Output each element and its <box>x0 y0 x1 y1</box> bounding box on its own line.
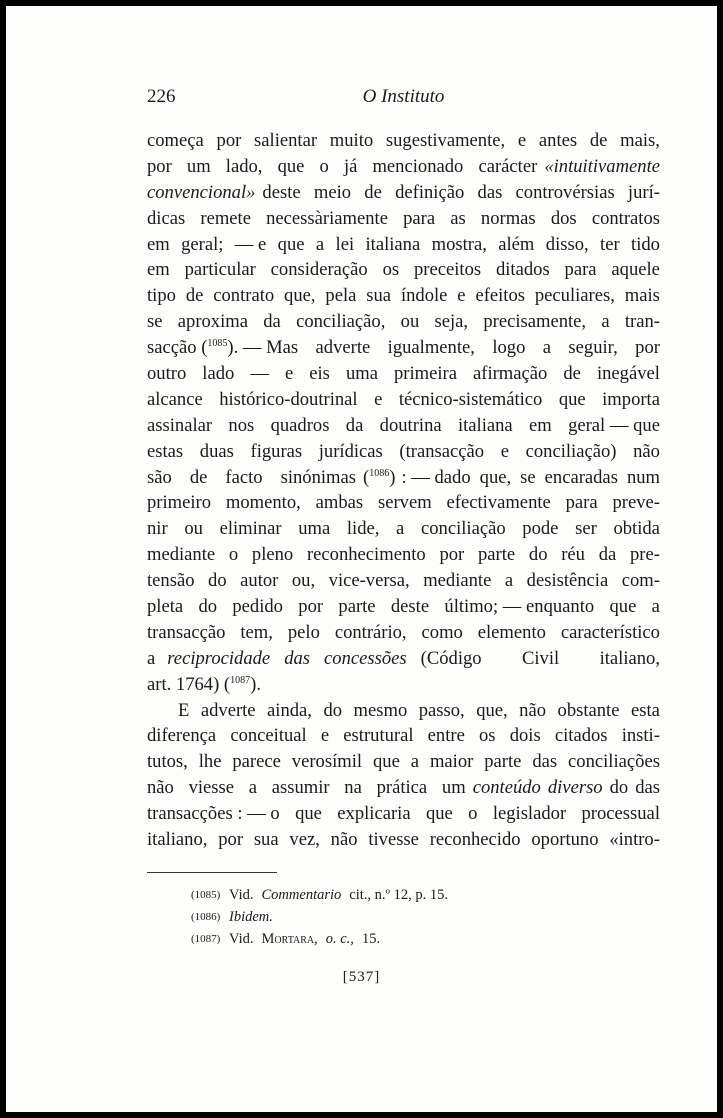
word: assinalar <box>147 414 213 436</box>
word: autor <box>240 570 279 592</box>
word: a <box>601 311 610 333</box>
text-line <box>147 335 660 361</box>
text-line <box>147 309 660 335</box>
word: insti- <box>621 725 660 747</box>
word: inegável <box>596 363 660 385</box>
word: conceitual <box>230 725 307 747</box>
word: ou <box>184 518 203 540</box>
word: não <box>330 829 358 851</box>
word: por <box>635 337 660 359</box>
word: conciliações <box>568 751 660 773</box>
word: lide, <box>346 518 380 540</box>
footnote-item: (1087) Vid. Mortara, o. c., 15. <box>191 928 448 950</box>
word: tutos, <box>147 751 188 773</box>
word: para <box>565 492 598 514</box>
word: de <box>563 363 581 385</box>
word: e <box>284 363 294 385</box>
word: conciliação, <box>296 311 386 333</box>
word: adverte <box>315 337 371 359</box>
text-line <box>147 542 660 568</box>
word: a <box>651 596 660 618</box>
word: quadros <box>270 414 330 436</box>
word: E <box>178 699 190 721</box>
word: pela <box>325 285 357 307</box>
word: não <box>633 440 660 462</box>
word: a <box>248 777 258 799</box>
footnote-ref[interactable]: 1085 <box>207 338 228 350</box>
word: como <box>421 621 463 643</box>
word: momento, <box>225 492 301 514</box>
word: vez, <box>289 829 320 851</box>
word: prática <box>376 777 428 799</box>
word: carácter <box>478 155 538 177</box>
word: aquele <box>611 259 660 281</box>
word: se <box>147 311 163 333</box>
text-line <box>147 594 660 620</box>
word: (transacção <box>399 440 485 462</box>
word: consideração <box>270 259 368 281</box>
word: estrutural <box>343 725 414 747</box>
word: pre- <box>630 544 660 566</box>
word: técnico-sistemático <box>398 388 543 410</box>
word: contrato <box>213 285 275 307</box>
word: mediante <box>147 544 216 566</box>
word: que, <box>284 285 316 307</box>
word: conciliação <box>420 518 506 540</box>
word: ainda, <box>267 699 312 721</box>
word: parte <box>484 751 522 773</box>
word: ambas <box>315 492 364 514</box>
word: maior <box>429 751 474 773</box>
word: dos <box>550 207 577 229</box>
word: de <box>364 181 382 203</box>
word: seja, <box>434 311 469 333</box>
word: italiana <box>365 233 421 255</box>
word: obtida <box>613 518 660 540</box>
page-header <box>147 86 660 116</box>
word: o <box>228 544 239 566</box>
word: diferença <box>147 725 217 747</box>
word: explicaria <box>337 803 411 825</box>
word: vice-versa, <box>328 570 410 592</box>
word: começa <box>147 130 204 151</box>
text-line <box>147 698 660 724</box>
word: da <box>598 544 617 566</box>
word: tran- <box>624 311 660 333</box>
word: transacção <box>147 621 226 643</box>
word: ). — Mas <box>227 337 299 359</box>
word: ou <box>400 311 420 333</box>
word: seguir, <box>568 337 618 359</box>
word: por <box>218 829 244 851</box>
word: afirmação <box>473 363 548 385</box>
word: disso, <box>545 233 589 255</box>
word: mais <box>624 285 660 307</box>
word: outro <box>147 363 187 385</box>
text-line <box>147 283 660 309</box>
word: mesmo <box>353 699 408 721</box>
word: jurídicas <box>318 440 383 462</box>
word: a <box>396 518 405 540</box>
word: mencionado <box>372 155 464 177</box>
word: controvérsias <box>515 181 615 203</box>
word: mais, <box>620 130 660 151</box>
word: do <box>609 777 629 799</box>
word: entre <box>427 725 465 747</box>
page-number: 226 <box>147 86 176 107</box>
text-line <box>147 232 660 258</box>
word: com- <box>621 570 660 592</box>
text-line <box>147 439 660 465</box>
word: pelo <box>287 621 320 643</box>
word: em <box>147 233 170 255</box>
word: obstante <box>557 699 620 721</box>
word: o <box>319 155 329 177</box>
word: particular <box>184 259 256 281</box>
word: geral — que <box>568 414 660 436</box>
word: tido <box>631 233 660 255</box>
word: que <box>609 596 637 618</box>
word: geral; <box>181 233 224 255</box>
text-line: a reciprocidade das concessões (Código Civil italiano, <box>147 646 660 672</box>
word: italiana <box>457 414 513 436</box>
word: dois <box>509 725 541 747</box>
word: legislador <box>492 803 567 825</box>
word: que <box>295 803 322 825</box>
word: que <box>372 751 400 773</box>
word: diverso <box>547 777 603 799</box>
word: reciprocidade <box>167 647 271 669</box>
word: igualmente, <box>387 337 475 359</box>
word: conciliação) <box>525 440 617 462</box>
word: tem, <box>240 621 273 643</box>
word: — <box>250 363 269 385</box>
word: a <box>315 233 325 255</box>
word: citados <box>554 725 608 747</box>
word: lado, <box>225 155 263 177</box>
footnote-mark: (1086) <box>191 911 221 923</box>
word: Civil <box>521 647 560 669</box>
word: oportuno <box>531 829 599 851</box>
word: na <box>344 777 362 799</box>
word: facto <box>225 466 263 488</box>
text-line <box>147 257 660 283</box>
word: para <box>403 207 436 229</box>
word: preceitos <box>413 259 482 281</box>
word: são <box>147 466 172 488</box>
word: característico <box>560 621 660 643</box>
word: adverte <box>200 699 256 721</box>
word: por <box>147 155 172 177</box>
word: o <box>468 803 478 825</box>
word: as <box>450 207 466 229</box>
word: a <box>410 751 420 773</box>
word: uma <box>298 518 331 540</box>
word: ter <box>600 233 620 255</box>
word: das <box>635 777 660 799</box>
word: reconhecimento <box>306 544 426 566</box>
word: das <box>284 647 311 669</box>
word: figuras <box>250 440 303 462</box>
line-tail: : — dado que, se encaradas num <box>401 466 660 488</box>
text-line <box>147 516 660 542</box>
word: definição <box>395 181 465 203</box>
word: servem <box>377 492 432 514</box>
word: que, <box>476 699 508 721</box>
word: último; — enquanto <box>444 596 595 618</box>
word: deste <box>390 596 430 618</box>
word: antes <box>538 130 578 151</box>
word: de <box>189 466 208 488</box>
text-line <box>147 128 660 154</box>
word: por <box>216 130 242 151</box>
word: tivesse <box>368 829 419 851</box>
word: de <box>589 130 608 151</box>
word: mostra, <box>431 233 487 255</box>
text-line <box>147 801 660 827</box>
document-page <box>6 6 717 1112</box>
word: um <box>441 777 466 799</box>
word: conteúdo <box>472 777 541 799</box>
word: importa <box>602 388 660 410</box>
word: primeira <box>393 363 457 385</box>
word: para <box>564 259 597 281</box>
word: de <box>185 285 204 307</box>
word: salientar <box>254 130 318 151</box>
word: e <box>320 725 330 747</box>
word: processual <box>581 803 660 825</box>
word: duas <box>199 440 234 462</box>
word: que <box>277 233 305 255</box>
word: jurí- <box>627 181 660 203</box>
word: que <box>277 155 305 177</box>
word: meio <box>313 181 352 203</box>
footnote-anchor-text: art. 1764) ($^{1087}$). <box>147 673 261 695</box>
word: logo <box>492 337 526 359</box>
word: em <box>529 414 552 436</box>
word: deste <box>262 181 301 203</box>
word: (Código <box>420 647 482 669</box>
word: da <box>345 414 364 436</box>
word: lado <box>202 363 235 385</box>
word: e <box>374 388 383 410</box>
word: lhe <box>198 751 222 773</box>
word: nir <box>147 518 168 540</box>
word: alcance <box>147 388 203 410</box>
word: tensão <box>147 570 195 592</box>
word: sugestivamente, <box>385 130 506 151</box>
word: não <box>519 699 547 721</box>
word: contrário, <box>334 621 407 643</box>
word: sua <box>253 829 279 851</box>
footnote-ref[interactable]: 1087 <box>230 674 251 686</box>
text-line <box>147 465 660 491</box>
word: sua <box>366 285 392 307</box>
word: os <box>479 725 496 747</box>
text-line <box>147 206 660 232</box>
word: pode <box>522 518 559 540</box>
word: efectivamente <box>446 492 551 514</box>
word: da <box>263 311 281 333</box>
text-line <box>147 180 660 206</box>
word: eis <box>309 363 330 385</box>
word: «intro- <box>609 829 660 851</box>
word: necessàriamente <box>266 207 388 229</box>
text-line <box>147 361 660 387</box>
word: nos <box>228 414 255 436</box>
italic-phrase: «intuitivamente <box>544 155 660 177</box>
footnote-mark: (1087) <box>191 933 221 945</box>
word: sinónimas <box>280 466 356 488</box>
word: dicas <box>147 207 186 229</box>
text-line <box>147 413 660 439</box>
word: mediante <box>423 570 492 592</box>
text-line <box>147 723 660 749</box>
footnotes <box>191 884 448 950</box>
text-line <box>147 749 660 775</box>
footnote-ref[interactable]: 1086 <box>369 467 390 479</box>
word: muito <box>329 130 374 151</box>
text-line <box>147 490 660 516</box>
word: transacções : — o <box>147 803 280 825</box>
word: ser <box>575 518 597 540</box>
word: parece <box>232 751 281 773</box>
running-title: O Instituto <box>362 86 445 107</box>
word: estas <box>147 440 184 462</box>
word: concessões <box>324 647 407 669</box>
word: que <box>425 803 453 825</box>
word: parte <box>338 596 376 618</box>
footnote-anchor-text: ($^{1086}$) <box>363 466 396 488</box>
word: do <box>208 570 227 592</box>
word: e <box>517 130 527 151</box>
word: — e <box>234 233 267 255</box>
text-line <box>147 775 660 801</box>
word: normas <box>480 207 536 229</box>
word: precisamente, <box>483 311 587 333</box>
footnote-divider <box>147 872 277 873</box>
word: remete <box>200 207 251 229</box>
footnote-mark: (1085) <box>191 889 221 901</box>
word: italiano, <box>147 829 208 851</box>
word: ou, <box>291 570 316 592</box>
footnote-item: (1085) Vid. Commentario cit., n.º 12, p. 15. <box>191 884 448 906</box>
word: histórico-doutrinal <box>219 388 358 410</box>
word: pleta <box>147 596 184 618</box>
word: os <box>382 259 400 281</box>
word: e <box>500 440 509 462</box>
word: primeiro <box>147 492 212 514</box>
text-line <box>147 154 660 180</box>
word: peculiares, <box>534 285 615 307</box>
word: índole <box>400 285 448 307</box>
word: reconhecido <box>429 829 521 851</box>
word: doutrina <box>379 414 442 436</box>
word: aproxima <box>177 311 248 333</box>
word: verosímil <box>291 751 363 773</box>
text-line <box>147 620 660 646</box>
word: efeitos <box>475 285 525 307</box>
footnote-item: (1086) Ibidem. <box>191 906 448 928</box>
word: passo, <box>418 699 465 721</box>
word: um <box>186 155 211 177</box>
word: contratos <box>591 207 660 229</box>
word: das <box>477 181 503 203</box>
word: italiano, <box>599 647 660 669</box>
word: viesse <box>188 777 235 799</box>
word: pedido <box>232 596 283 618</box>
word: do <box>323 699 343 721</box>
word: já <box>343 155 358 177</box>
word: em <box>147 259 170 281</box>
word: lei <box>335 233 355 255</box>
word: que <box>558 388 586 410</box>
text-line <box>147 387 660 413</box>
body-text <box>147 128 660 853</box>
footnote-anchor-text: sacção ($^{1085}$ <box>147 337 228 359</box>
text-line <box>147 568 660 594</box>
word: do <box>528 544 548 566</box>
folio-number: [537] <box>342 969 381 985</box>
word: pleno <box>251 544 294 566</box>
word: não <box>147 777 174 799</box>
word: das <box>532 751 558 773</box>
text-line <box>147 672 660 698</box>
word: assumir <box>271 777 330 799</box>
word: parte <box>477 544 516 566</box>
word: e <box>457 285 466 307</box>
word: elemento <box>477 621 546 643</box>
word: desistência <box>526 570 609 592</box>
word: além <box>498 233 535 255</box>
word: eliminar <box>219 518 282 540</box>
word: uma <box>345 363 378 385</box>
word: a <box>504 570 514 592</box>
word: esta <box>630 699 660 721</box>
word: por <box>298 596 324 618</box>
word: a <box>542 337 552 359</box>
text-line <box>147 827 660 853</box>
word: por <box>439 544 465 566</box>
word: do <box>198 596 218 618</box>
word: tipo <box>147 285 176 307</box>
word: réu <box>561 544 585 566</box>
word: ditados <box>495 259 550 281</box>
italic-phrase: convencional» <box>147 181 256 203</box>
word: preve- <box>612 492 660 514</box>
